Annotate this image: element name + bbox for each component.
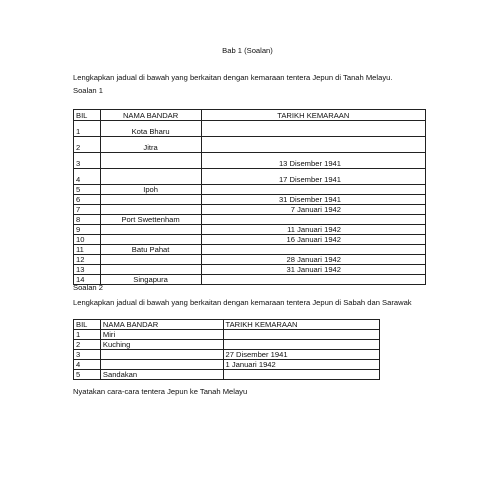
cell-bil: 13	[74, 265, 101, 275]
cell-tarikh	[201, 245, 425, 255]
table-row	[74, 370, 380, 380]
cell-bil: 2	[74, 137, 101, 153]
cell-bil: 4	[74, 360, 101, 370]
cell-tarikh	[223, 330, 380, 340]
header-tarikh: TARIKH KEMARAAN	[223, 320, 380, 330]
table-row	[74, 350, 380, 360]
cell-bil: 10	[74, 235, 101, 245]
cell-tarikh: 13 Disember 1941	[201, 153, 425, 169]
table-row	[74, 121, 426, 137]
cell-nama-bandar	[100, 360, 223, 370]
final-question: Nyatakan cara-cara tentera Jepun ke Tanah Melayu	[73, 387, 248, 396]
cell-nama-bandar: Sandakan	[100, 370, 223, 380]
cell-nama-bandar	[100, 265, 201, 275]
table-row	[74, 360, 380, 370]
cell-nama-bandar	[100, 225, 201, 235]
cell-bil: 3	[74, 350, 101, 360]
cell-bil: 4	[74, 169, 101, 185]
table-row	[74, 215, 426, 225]
table-row	[74, 275, 426, 285]
header-bil: BIL	[74, 110, 101, 121]
cell-bil: 1	[74, 330, 101, 340]
table-row	[74, 153, 426, 169]
cell-nama-bandar	[100, 205, 201, 215]
soalan-1-instruction: Lengkapkan jadual di bawah yang berkaitan dengan kemaraan tentera Jepun di Tanah Melayu.	[73, 73, 393, 82]
soalan-1-table	[73, 109, 426, 285]
table-header-row	[74, 110, 426, 121]
cell-nama-bandar: Batu Pahat	[100, 245, 201, 255]
cell-bil: 2	[74, 340, 101, 350]
cell-tarikh: 28 Januari 1942	[201, 255, 425, 265]
cell-nama-bandar: Kota Bharu	[100, 121, 201, 137]
cell-bil: 7	[74, 205, 101, 215]
cell-nama-bandar	[100, 235, 201, 245]
table-row	[74, 340, 380, 350]
cell-tarikh	[201, 137, 425, 153]
cell-nama-bandar: Kuching	[100, 340, 223, 350]
header-nama-bandar: NAMA BANDAR	[100, 320, 223, 330]
cell-tarikh	[201, 185, 425, 195]
table-row	[74, 245, 426, 255]
table-row	[74, 137, 426, 153]
table-header-row	[74, 320, 380, 330]
table-row	[74, 235, 426, 245]
cell-tarikh: 1 Januari 1942	[223, 360, 380, 370]
cell-tarikh: 17 Disember 1941	[201, 169, 425, 185]
soalan-1-heading: Soalan 1	[73, 86, 103, 95]
cell-nama-bandar	[100, 255, 201, 265]
table-row	[74, 265, 426, 275]
cell-nama-bandar	[100, 350, 223, 360]
cell-nama-bandar	[100, 153, 201, 169]
cell-bil: 3	[74, 153, 101, 169]
cell-tarikh	[201, 215, 425, 225]
soalan-2-table	[73, 319, 380, 380]
cell-bil: 1	[74, 121, 101, 137]
cell-bil: 6	[74, 195, 101, 205]
cell-bil: 9	[74, 225, 101, 235]
cell-nama-bandar: Singapura	[100, 275, 201, 285]
cell-tarikh: 16 Januari 1942	[201, 235, 425, 245]
table-row	[74, 195, 426, 205]
cell-bil: 12	[74, 255, 101, 265]
table-row	[74, 255, 426, 265]
table-row	[74, 330, 380, 340]
cell-nama-bandar	[100, 195, 201, 205]
cell-tarikh	[223, 340, 380, 350]
cell-nama-bandar: Miri	[100, 330, 223, 340]
cell-bil: 8	[74, 215, 101, 225]
soalan-2-instruction: Lengkapkan jadual di bawah yang berkaitan dengan kemaraan tentera Jepun di Sabah dan Sarawak	[73, 298, 412, 307]
cell-tarikh	[201, 275, 425, 285]
cell-bil: 5	[74, 185, 101, 195]
table-row	[74, 169, 426, 185]
cell-bil: 11	[74, 245, 101, 255]
cell-tarikh: 11 Januari 1942	[201, 225, 425, 235]
header-bil: BIL	[74, 320, 101, 330]
cell-tarikh	[223, 370, 380, 380]
header-tarikh: TARIKH KEMARAAN	[201, 110, 425, 121]
cell-bil: 14	[74, 275, 101, 285]
cell-tarikh	[201, 121, 425, 137]
cell-bil: 5	[74, 370, 101, 380]
table-row	[74, 185, 426, 195]
table-row	[74, 205, 426, 215]
cell-tarikh: 31 Januari 1942	[201, 265, 425, 275]
table-row	[74, 225, 426, 235]
cell-tarikh: 7 Januari 1942	[201, 205, 425, 215]
cell-nama-bandar: Jitra	[100, 137, 201, 153]
cell-tarikh: 31 Disember 1941	[201, 195, 425, 205]
cell-nama-bandar: Ipoh	[100, 185, 201, 195]
cell-nama-bandar: Port Swettenham	[100, 215, 201, 225]
page-title: Bab 1 (Soalan)	[222, 46, 273, 55]
cell-nama-bandar	[100, 169, 201, 185]
header-nama-bandar: NAMA BANDAR	[100, 110, 201, 121]
cell-tarikh: 27 Disember 1941	[223, 350, 380, 360]
soalan-2-heading: Soalan 2	[73, 283, 103, 292]
